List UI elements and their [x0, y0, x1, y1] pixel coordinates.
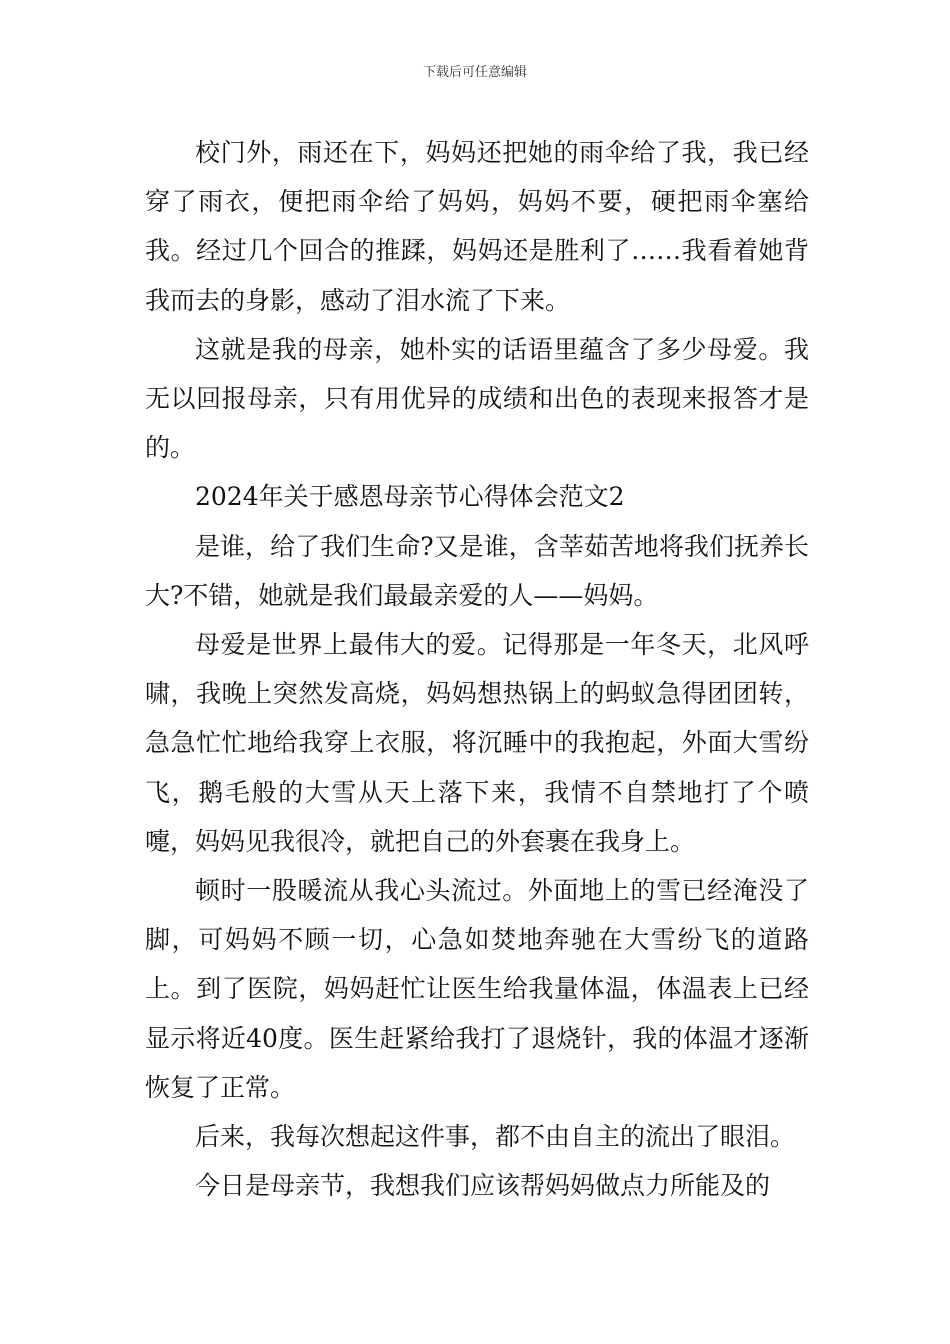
paragraph: 顿时一股暖流从我心头流过。外面地上的雪已经淹没了脚，可妈妈不顾一切，心急如焚地奔驰在大雪纷飞的道路上。到了医院，妈妈赶忙让医生给我量体温，体温表上已经显示将近40度。医生赶紧给我打了退烧针，我的体温才逐渐恢复了正常。 [145, 876, 809, 1102]
paragraph: 校门外，雨还在下，妈妈还把她的雨伞给了我，我已经穿了雨衣，便把雨伞给了妈妈，妈妈不要，硬把雨伞塞给我。经过几个回合的推蹂，妈妈还是胜利了……我看着她背我而去的身影，感动了泪水流了下来。 [145, 138, 809, 315]
document-body [145, 128, 809, 1210]
paragraph: 是谁，给了我们生命?又是谁，含莘茹苦地将我们抚养长大?不错，她就是我们最最亲爱的人——妈妈。 [145, 531, 809, 610]
paragraph: 后来，我每次想起这件事，都不由自主的流出了眼泪。 [195, 1122, 796, 1152]
paragraph: 今日是母亲节，我想我们应该帮妈妈做点力所能及的 [195, 1171, 771, 1201]
paragraph: 母爱是世界上最伟大的爱。记得那是一年冬天，北风呼啸，我晚上突然发高烧，妈妈想热锅上的蚂蚁急得团团转，急急忙忙地给我穿上衣服，将沉睡中的我抱起，外面大雪纷飞，鹅毛般的大雪从天上落下来，我情不自禁地打了个喷嚏，妈妈见我很冷，就把自己的外套裹在我身上。 [145, 630, 809, 856]
page-header: 下载后可任意编辑 [422, 65, 527, 80]
section-title: 2024年关于感恩母亲节心得体会范文2 [195, 482, 625, 512]
paragraph: 这就是我的母亲，她朴实的话语里蕴含了多少母爱。我无以回报母亲，只有用优异的成绩和出色的表现来报答才是的。 [145, 334, 809, 463]
